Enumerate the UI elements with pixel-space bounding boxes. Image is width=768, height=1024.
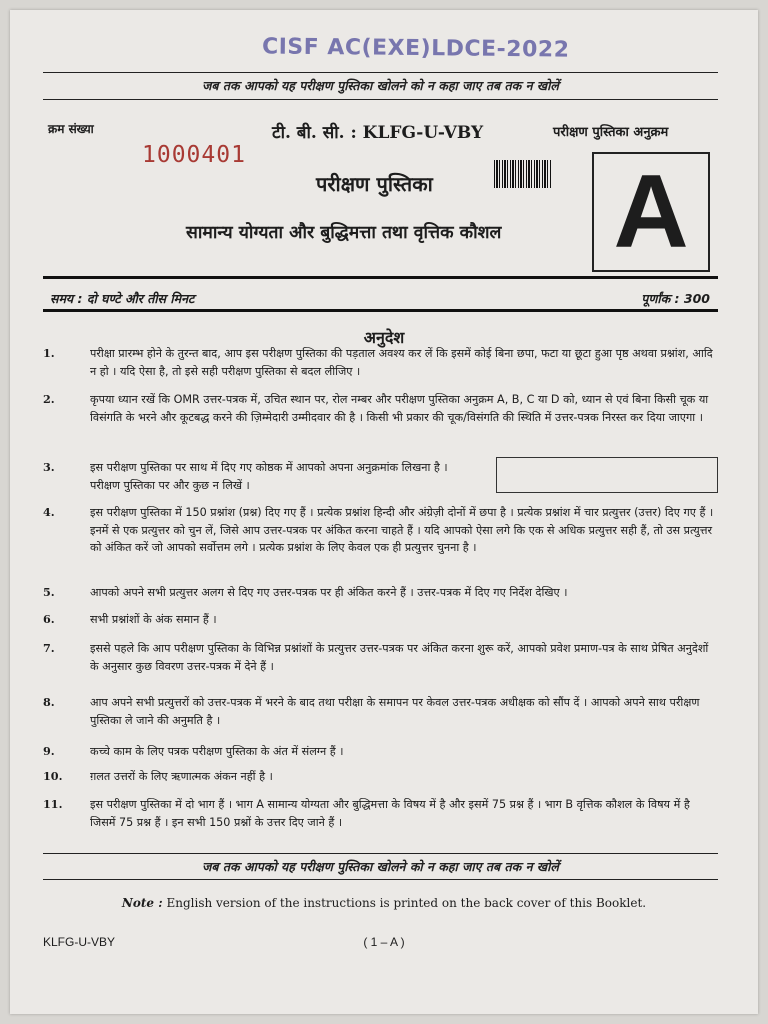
time-allowed: समय : दो घण्टे और तीस मिनट: [50, 291, 195, 306]
instruction-item: [43, 796, 718, 831]
instruction-number: 2.: [43, 392, 55, 406]
instruction-text: इस परीक्षण पुस्तिका में दो भाग हैं । भाग A सामान्य योग्यता और बुद्धिमत्ता के विषय में है और इसमें 75 प्रश्न हैं । भाग B वृत्तिक कौशल के विषय में है जिसमें 75 प्रश्न हैं । इन सभी 150 प्रश्नों के उत्तर दिए जाने हैं ।: [90, 798, 690, 829]
serial-number: 1000401: [142, 142, 246, 168]
bottom-rule-2: [43, 879, 718, 880]
instruction-number: 6.: [43, 612, 55, 626]
footer-booklet-code: KLFG-U-VBY: [43, 935, 116, 949]
series-letter-box: A: [592, 152, 710, 272]
instruction-text: आपको अपने सभी प्रत्युत्तर अलग से दिए गए उत्तर-पत्रक पर ही अंकित करने हैं । उत्तर-पत्रक में दिए गए निर्देश देखिए ।: [90, 586, 568, 599]
instruction-text: सभी प्रश्नांशों के अंक समान हैं ।: [90, 613, 217, 626]
instruction-number: 11.: [43, 797, 63, 811]
instruction-item: [43, 611, 718, 629]
instruction-text: इससे पहले कि आप परीक्षण पुस्तिका के विभिन्न प्रश्नांशों के प्रत्युत्तर उत्तर-पत्रक पर अंकित करना शुरू करें, आपको प्रवेश प्रमाण-पत्र के साथ प्रेषित अनुदेशों के अनुसार कुछ विवरण उत्तर-पत्रक में देने हैं ।: [90, 642, 709, 673]
bottom-rule: [43, 853, 718, 854]
top-banner: जब तक आपको यह परीक्षण पुस्तिका खोलने को न कहा जाए तब तक न खोलें: [202, 78, 559, 93]
booklet-title: परीक्षण पुस्तिका: [316, 172, 433, 196]
instruction-item: [43, 640, 718, 675]
exam-stamp: CISF AC(EXE)LDCE-2022: [261, 34, 570, 63]
exam-booklet-cover: [10, 10, 758, 1014]
top-rule: [43, 72, 718, 73]
sequence-label: परीक्षण पुस्तिका अनुक्रम: [553, 125, 669, 140]
instruction-number: 5.: [43, 585, 55, 599]
instruction-item: [43, 391, 718, 426]
barcode: [494, 160, 552, 188]
instruction-text: इस परीक्षण पुस्तिका पर साथ में दिए गए कोष्ठक में आपको अपना अनुक्रमांक लिखना है । परीक्षण पुस्तिका पर और कुछ न लिखें ।: [90, 461, 448, 492]
header-rule: [43, 276, 718, 279]
maximum-marks: पूर्णांक : 300: [641, 291, 710, 306]
instruction-number: 9.: [43, 744, 55, 758]
instruction-item: [43, 768, 718, 786]
instruction-item: [43, 584, 718, 602]
instruction-text: कच्चे काम के लिए पत्रक परीक्षण पुस्तिका के अंत में संलग्न हैं ।: [90, 745, 344, 758]
instruction-number: 1.: [43, 346, 55, 360]
note-text: English version of the instructions is printed on the back cover of this Booklet.: [166, 896, 647, 910]
instruction-item: [43, 694, 718, 729]
top-rule-2: [43, 99, 718, 100]
instruction-text: इस परीक्षण पुस्तिका में 150 प्रश्नांश (प्रश्न) दिए गए हैं । प्रत्येक प्रश्नांश हिन्दी और अंग्रेज़ी दोनों में छपा है । प्रत्येक प्रश्नांश में चार प्रत्युत्तर (उत्तर) दिए गए हैं । इनमें से एक प्रत्युत्तर को चुन लें, जिसे आप उत्तर-पत्रक पर अंकित करना चाहते हैं । यदि आपको ऐसा लगे कि एक से अधिक प्रत्युत्तर सही हैं, तो उस प्रत्युत्तर को अंकित करें जो आपको सर्वोत्तम लगे । प्रत्येक प्रश्नांश के लिए केवल एक ही प्रत्युत्तर चुनना है ।: [90, 506, 714, 554]
subject-title: सामान्य योग्यता और बुद्धिमत्ता तथा वृत्तिक कौशल: [186, 223, 502, 243]
instruction-number: 7.: [43, 641, 55, 655]
roll-number-box: [496, 457, 718, 493]
instruction-item: [43, 345, 718, 380]
serial-label: क्रम संख्या: [48, 122, 94, 136]
instructions-heading: अनुदेश: [363, 328, 405, 347]
note-label: Note :: [121, 896, 163, 910]
instruction-number: 10.: [43, 769, 63, 783]
english-note: [10, 896, 758, 910]
instruction-item: [43, 504, 718, 557]
instruction-number: 3.: [43, 460, 55, 474]
instruction-text: परीक्षा प्रारम्भ होने के तुरन्त बाद, आप इस परीक्षण पुस्तिका की पड़ताल अवश्य कर लें कि इसमें कोई बिना छपा, फटा या छूटा हुआ पृष्ठ अथवा प्रश्नांश, आदि न हो । यदि ऐसा है, तो इसे सही परीक्षण पुस्तिका से बदल लीजिए ।: [90, 347, 713, 378]
instruction-item: [43, 743, 718, 761]
instruction-text: कृपया ध्यान रखें कि OMR उत्तर-पत्रक में, उचित स्थान पर, रोल नम्बर और परीक्षण पुस्तिका अनुक्रम A, B, C या D को, ध्यान से एवं बिना किसी चूक या विसंगति के भरने और कूटबद्ध करने की ज़िम्मेदारी उम्मीदवार की है । किसी भी प्रकार की चूक/विसंगति की स्थिति में उत्तर-पत्रक निरस्त कर दिया जाएगा ।: [90, 393, 709, 424]
header-rule-2: [43, 309, 718, 312]
instruction-number: 8.: [43, 695, 55, 709]
instruction-text: आप अपने सभी प्रत्युत्तरों को उत्तर-पत्रक में भरने के बाद तथा परीक्षा के समापन पर केवल उत्तर-पत्रक अधीक्षक को सौंप दें । आपको अपने साथ परीक्षण पुस्तिका ले जाने की अनुमति है ।: [90, 696, 700, 727]
bottom-banner: जब तक आपको यह परीक्षण पुस्तिका खोलने को न कहा जाए तब तक न खोलें: [202, 859, 559, 874]
instruction-number: 4.: [43, 505, 55, 519]
instruction-text: ग़लत उत्तरों के लिए ऋणात्मक अंकन नहीं है ।: [90, 770, 273, 783]
page-number: ( 1 – A ): [363, 935, 405, 949]
tbc-code: टी. बी. सी. : KLFG-U-VBY: [272, 123, 484, 143]
